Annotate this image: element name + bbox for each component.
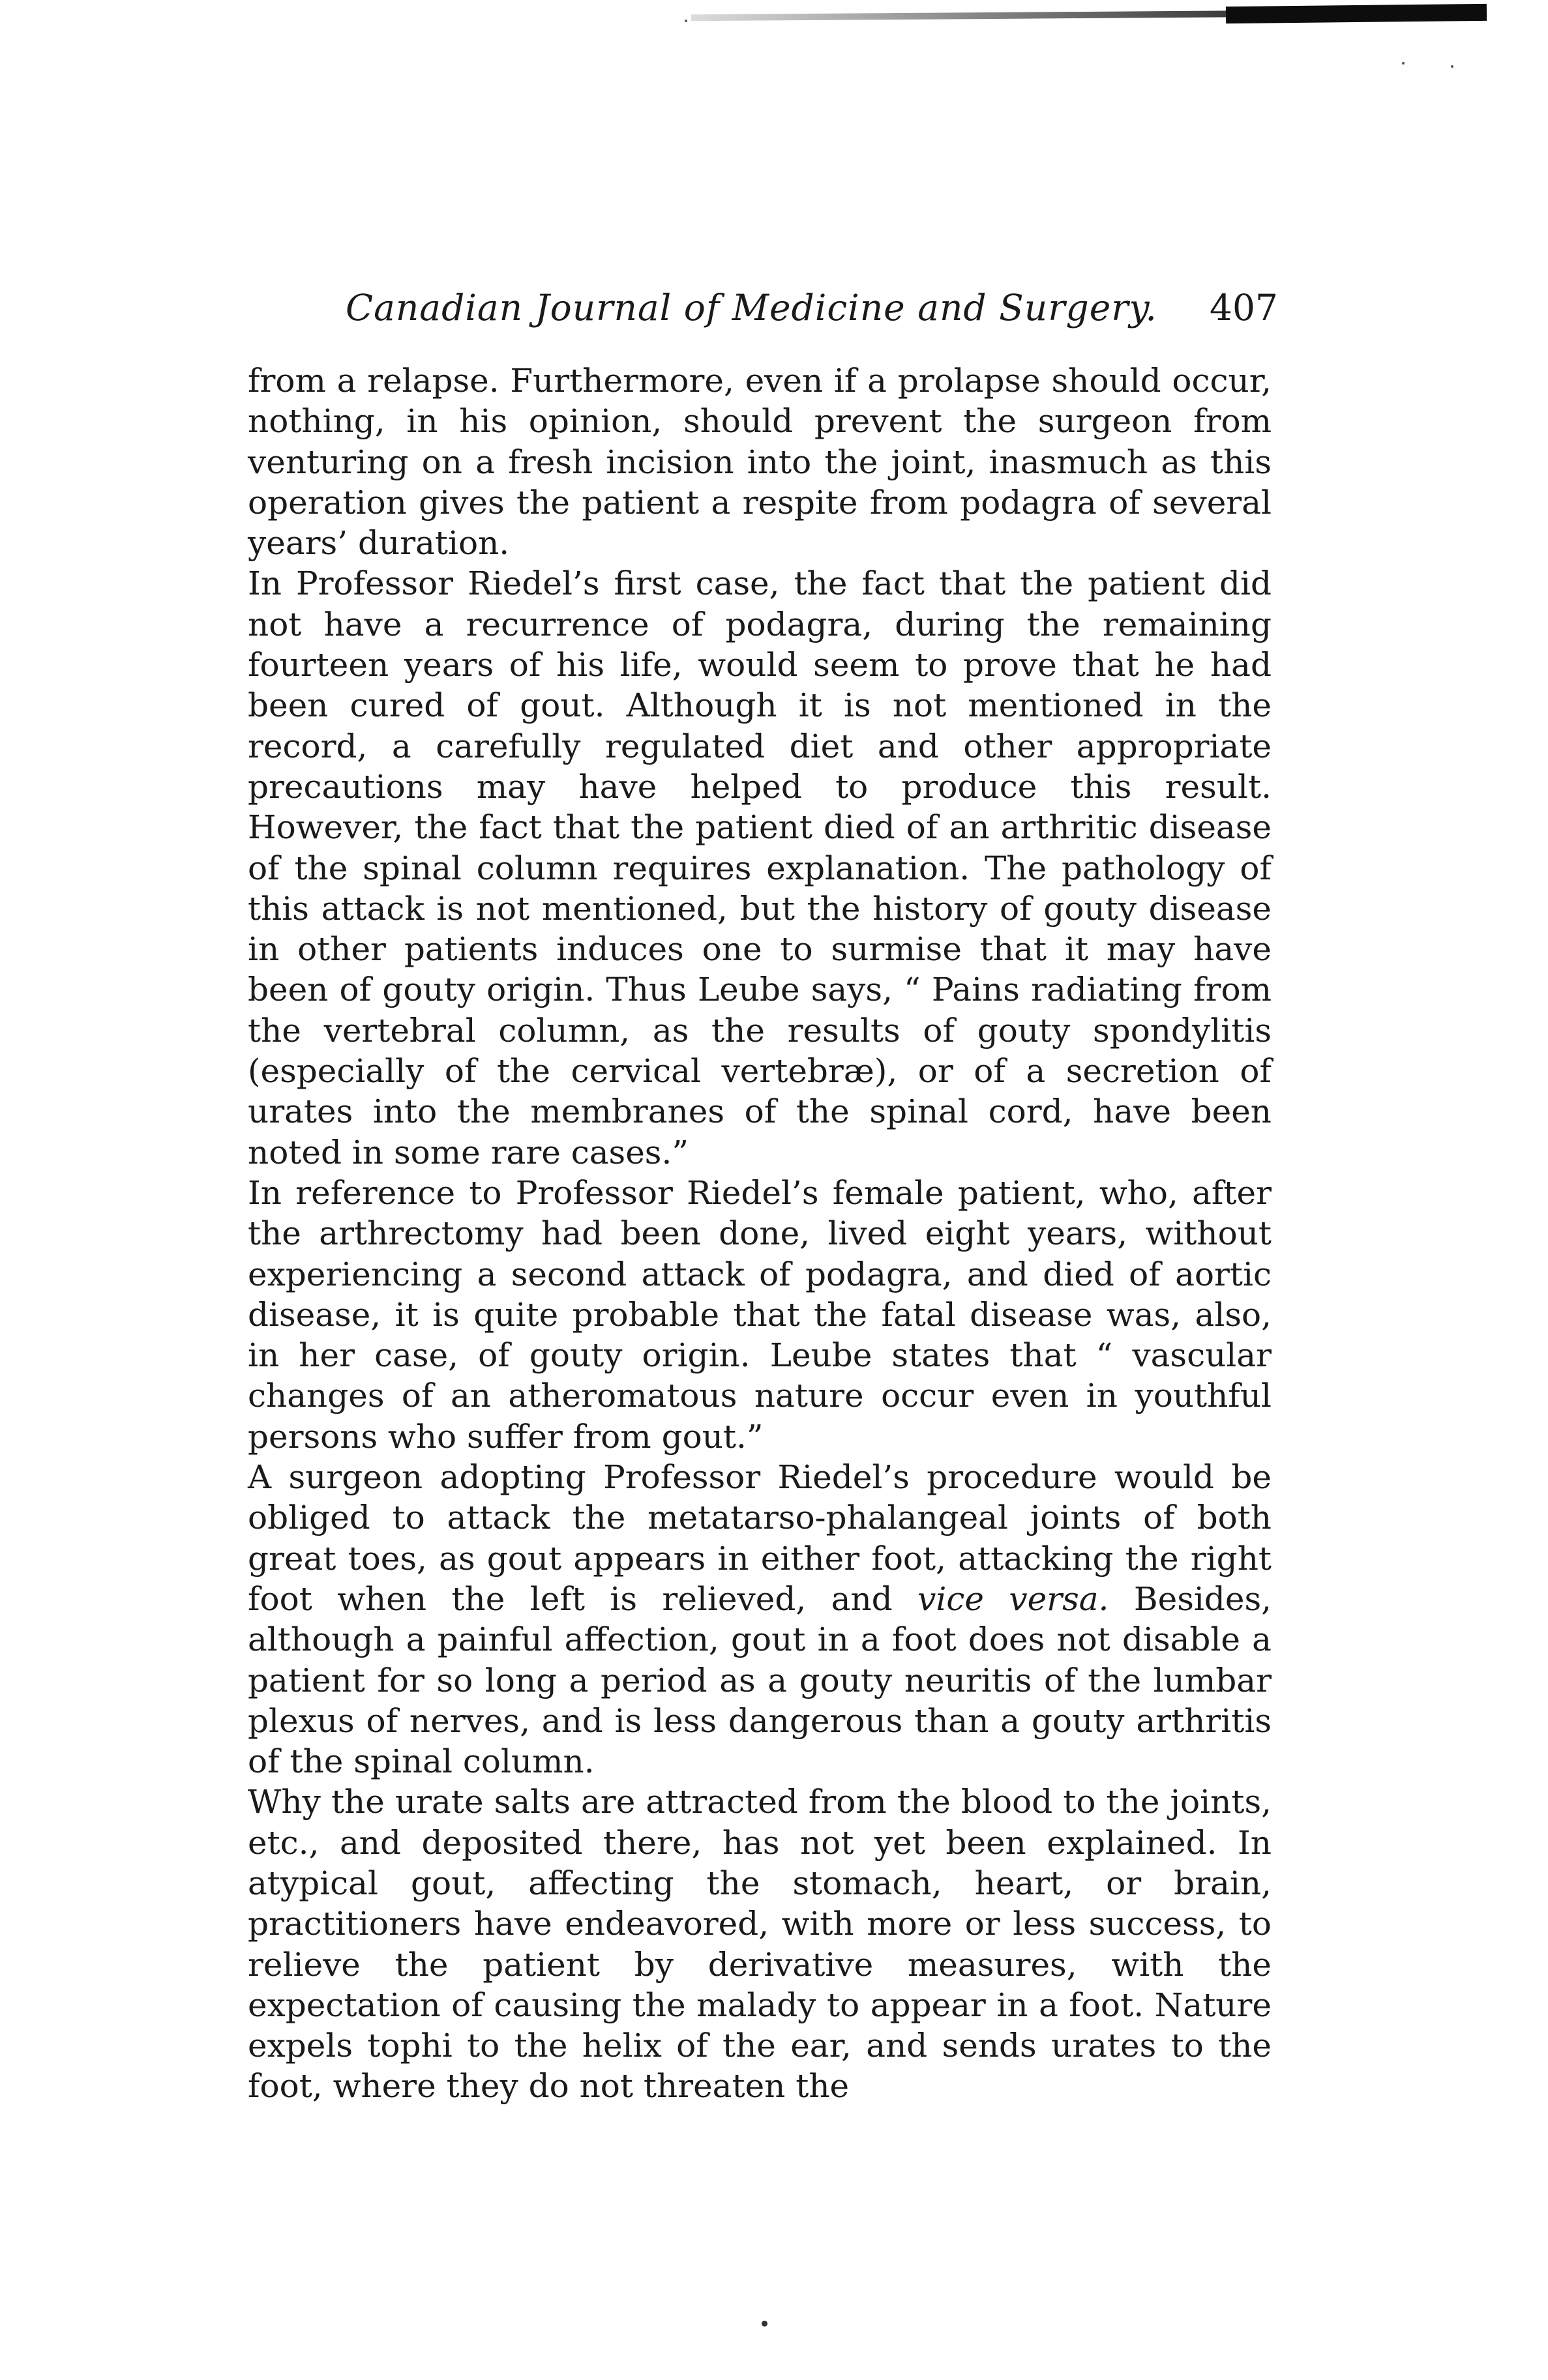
paragraph-1: from a relapse. Furthermore, even if a prolapse should occur, nothing, in his opinion, should prevent the surgeon from venturing on a fresh incision into the joint, inasmuch as this operation gives the patient a respite from podagra of several years’ duration.	[248, 362, 1272, 563]
scan-artifact-bar	[1226, 4, 1487, 23]
paragraph-5: Why the urate salts are attracted from the blood to the joints, etc., and deposited there, has not yet been explained. In atypical gout, affecting the stomach, heart, or brain, practitioners have endeavored, with more or less success, to relieve the patient by derivative measures, with the expectation of causing the malady to appear in a foot. Nature expels tophi to the helix of the ear, and sends urates to the foot, where they do not threaten the	[248, 1783, 1272, 2106]
paragraph-3: In reference to Professor Riedel’s female patient, who, after the arthrectomy had been done, lived eight years, without experiencing a second attack of podagra, and died of aortic disease, it is quite probable that the fatal disease was, also, in her case, of gouty origin. Leube states that “ vascular changes of an atheromatous nature occur even in youthful persons who suffer from gout.”	[248, 1173, 1272, 1456]
paragraph-4-text-b: Besides, although a painful affection, gout in a foot does not disable a patient for so long a period as a gouty neuritis of the lumbar plexus of nerves, and is less dangerous than a gouty arthritis of the spinal column.	[248, 1579, 1272, 1781]
scan-speck	[1402, 62, 1405, 65]
scan-speck	[685, 20, 687, 22]
paragraph-4-text-a: A surgeon adopting Professor Riedel’s procedure would be obliged to attack the metatarso-phalangeal joints of both great toes, as gout appears in either foot, attacking the right foot when the left is relieved, and	[248, 1458, 1272, 1618]
paragraph-4-italic: vice versa.	[917, 1579, 1109, 1618]
paragraph-2: In Professor Riedel’s first case, the fact that the patient did not have a recurrence of podagra, during the remaining fourteen years of his life, would seem to prove that he had been cured of gout. Although it is not mentioned in the record, a carefully regulated diet and other appropriate precautions may have helped to produce this result. However, the fact that the patient died of an arthritic disease of the spinal column requires explanation. The pathology of this attack is not mentioned, but the history of gouty disease in other patients induces one to surmise that it may have been of gouty origin. Thus Leube says, “ Pains radiating from the vertebral column, as the results of gouty spondylitis (especially of the cervical vertebræ), or of a secretion of urates into the membranes of the spinal cord, have been noted in some rare cases.”	[248, 565, 1272, 1171]
body-text	[248, 360, 1272, 2107]
paragraph-4	[248, 1457, 1272, 1782]
page-header	[346, 287, 1278, 339]
footer-mark	[762, 2321, 767, 2327]
page-number: 407	[1210, 287, 1278, 329]
scan-speck	[1451, 65, 1453, 68]
running-title: Canadian Journal of Medicine and Surgery.	[346, 287, 1157, 329]
